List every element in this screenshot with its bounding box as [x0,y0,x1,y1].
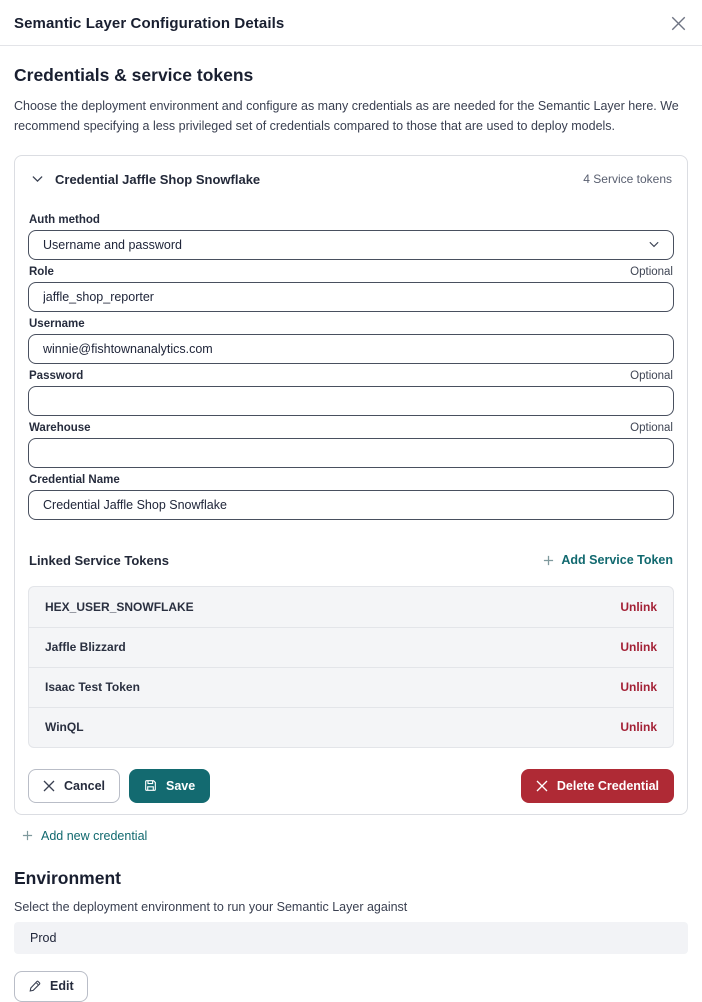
unlink-button[interactable]: Unlink [620,599,657,614]
auth-method-label: Auth method [29,213,100,226]
username-input[interactable] [28,334,674,364]
username-label: Username [29,317,85,330]
add-service-token-label: Add Service Token [561,553,673,567]
service-token-name: WinQL [45,720,84,734]
environment-description: Select the deployment environment to run your Semantic Layer against [14,899,408,914]
unlink-button[interactable]: Unlink [620,640,657,654]
environment-heading: Environment [14,867,121,888]
role-label: Role [29,265,54,278]
cancel-button-label: Cancel [64,778,105,793]
environment-selected-bar [14,922,688,954]
plus-icon [22,830,33,841]
credential-name-field [28,474,674,520]
warehouse-label: Warehouse [29,421,91,434]
x-icon [536,780,548,792]
unlink-button[interactable]: Unlink [620,720,657,734]
linked-service-tokens-header [28,553,674,568]
pencil-icon [28,980,41,993]
password-label: Password [29,369,84,382]
save-button[interactable] [129,769,210,803]
warehouse-optional-hint: Optional [630,421,673,434]
unlink-button[interactable]: Unlink [620,680,657,694]
edit-button-label: Edit [50,979,74,993]
modal-title: Semantic Layer Configuration Details [14,15,285,32]
password-optional-hint: Optional [630,369,673,382]
credential-form [28,214,674,520]
role-input[interactable] [28,282,674,312]
credentials-section-heading: Credentials & service tokens [14,65,254,85]
close-icon[interactable] [669,14,688,33]
service-token-row [29,587,673,627]
username-field [28,318,674,364]
auth-method-select[interactable] [28,230,674,260]
add-new-credential-label: Add new credential [41,828,148,843]
warehouse-input[interactable] [28,438,674,468]
modal-header [0,0,702,46]
service-token-name: Jaffle Blizzard [45,640,126,654]
service-token-row [29,707,673,747]
linked-service-tokens-title: Linked Service Tokens [29,552,169,568]
service-tokens-count: 4 Service tokens [583,172,672,186]
credential-card-title: Credential Jaffle Shop Snowflake [55,171,261,187]
role-optional-hint: Optional [630,265,673,278]
service-token-list [28,586,674,748]
credential-name-label: Credential Name [29,473,120,486]
delete-credential-label: Delete Credential [556,778,659,793]
password-field [28,370,674,416]
role-field [28,266,674,312]
x-icon [43,780,55,792]
chevron-down-icon[interactable] [32,175,43,183]
add-service-token-button[interactable] [543,553,673,567]
auth-method-field [28,214,674,260]
service-token-row [29,627,673,667]
credential-card-actions [28,769,674,803]
edit-environment-button[interactable] [14,971,88,1002]
chevron-down-icon [649,241,659,248]
warehouse-field [28,422,674,468]
service-token-name: HEX_USER_SNOWFLAKE [45,599,194,614]
cancel-button[interactable] [28,769,120,803]
add-new-credential-button[interactable] [22,829,147,843]
save-icon [144,779,157,792]
password-input[interactable] [28,386,674,416]
environment-selected-value: Prod [30,930,57,945]
credential-name-input[interactable] [28,490,674,520]
credentials-section-description: Choose the deployment environment and configure as many credentials as are needed for the Semantic Layer here. We recommend specifying a less privileged set of credentials compared to those that are used to deploy models. [14,99,679,133]
plus-icon [543,555,554,566]
service-token-name: Isaac Test Token [45,680,140,694]
delete-credential-button[interactable] [521,769,674,803]
credential-card [14,155,688,815]
save-button-label: Save [166,778,196,793]
auth-method-selected-value: Username and password [43,237,182,252]
credential-card-header[interactable] [28,168,674,187]
service-token-row [29,667,673,707]
